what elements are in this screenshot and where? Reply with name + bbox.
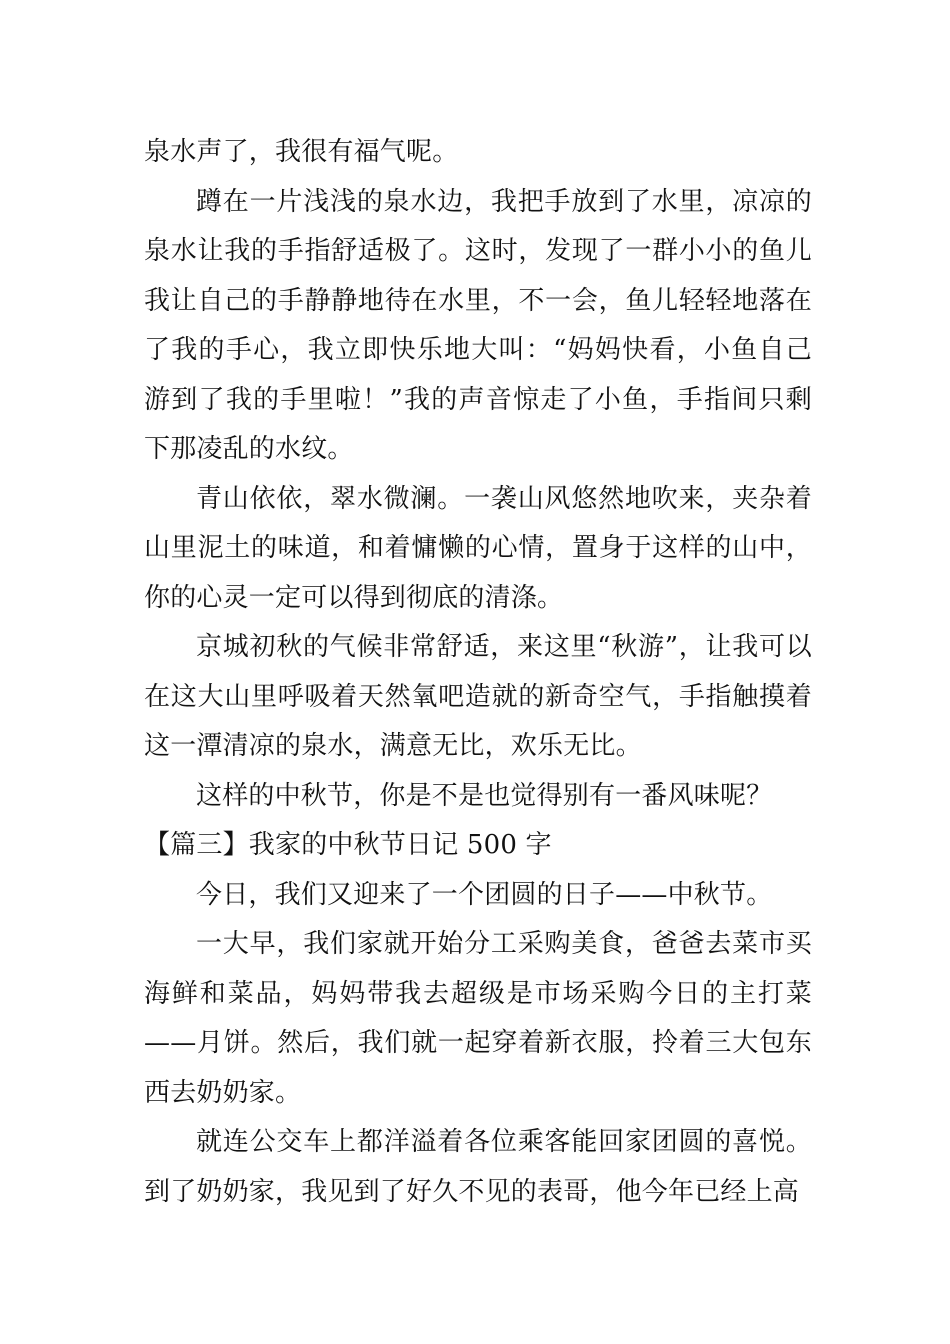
paragraph-continued: 泉水声了，我很有福气呢。	[144, 137, 459, 167]
paragraph-green-hills: 青山依依，翠水微澜。一袭山风悠然地吹来，夹杂着山里泥土的味道，和着慵懒的心情，置身于这样的山中，你的心灵一定可以得到彻底的清涤。	[144, 483, 812, 613]
paragraph-autumn-trip: 京城初秋的气候非常舒适，来这里“秋游”，让我可以在这大山里呼吸着天然氧吧造就的新奇空气，手指触摸着这一潭清凉的泉水，满意无比，欢乐无比。	[144, 632, 812, 761]
paragraph-shopping: 一大早，我们家就开始分工采购美食，爸爸去菜市买海鲜和菜品，妈妈带我去超级是市场采购今日的主打菜——月饼。然后，我们就一起穿着新衣服，拎着三大包东西去奶奶家。	[144, 929, 812, 1108]
document-body	[144, 128, 812, 1217]
paragraph-mid-autumn-question: 这样的中秋节，你是不是也觉得别有一番风味呢？	[196, 780, 773, 811]
paragraph-bus-to-grandma: 就连公交车上都洋溢着各位乘客能回家团圆的喜悦。到了奶奶家，我见到了好久不见的表哥，他今年已经上高	[144, 1127, 812, 1207]
section-heading: 【篇三】我家的中秋节日记 500 字	[144, 830, 552, 860]
paragraph-spring-water: 蹲在一片浅浅的泉水边，我把手放到了水里，凉凉的泉水让我的手指舒适极了。这时，发现了一群小小的鱼儿我让自己的手静静地待在水里，不一会，鱼儿轻轻地落在了我的手心，我立即快乐地大叫：“妈妈快看，小鱼自己游到了我的手里啦！”我的声音惊走了小鱼，手指间只剩下那凌乱的水纹。	[144, 186, 812, 464]
paragraph-reunion-day: 今日，我们又迎来了一个团圆的日子——中秋节。	[196, 879, 773, 910]
